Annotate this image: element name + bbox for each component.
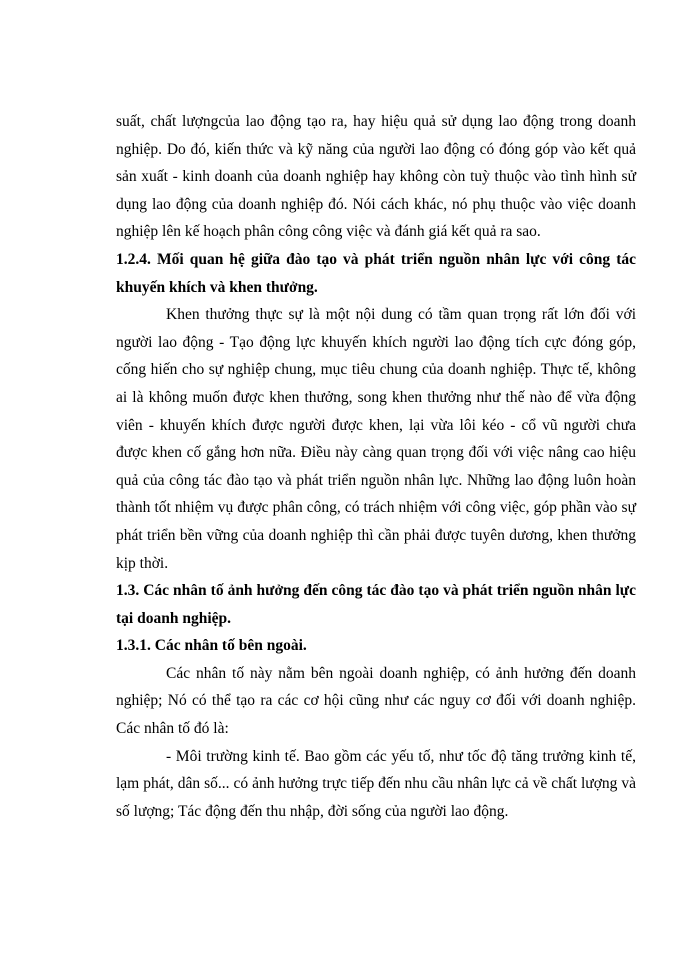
section-heading-1-3: 1.3. Các nhân tố ảnh hưởng đến công tác đào tạo và phát triển nguồn nhân lực tại doanh nghiệp. bbox=[116, 582, 636, 627]
paragraph-moi-truong-kinh-te: - Môi trường kinh tế. Bao gồm các yếu tố, như tốc độ tăng trưởng kinh tế, lạm phát, dân số... có ảnh hưởng trực tiếp đến nhu cầu nhân lực cả về chất lượng và số lượng; Tác động đến thu nhập, đời sống của người lao động. bbox=[116, 747, 636, 820]
paragraph-khen-thuong: Khen thưởng thực sự là một nội dung có tầm quan trọng rất lớn đối với người lao động - Tạo động lực khuyến khích người lao động tích cực đóng góp, cống hiến cho sự nghiệp chung, mục tiêu chung của doanh nghiệp. Thực tế, không ai là không muốn được khen thưởng, song khen thưởng như thế nào để vừa động viên - khuyến khích được người được khen, lại vừa lôi kéo - cổ vũ người chưa được khen cố gắng hơn nữa. Điều này càng quan trọng đối với việc nâng cao hiệu quả của công tác đào tạo và phát triển nguồn nhân lực. Những lao động luôn hoàn thành tốt nhiệm vụ được phân công, có trách nhiệm với công việc, góp phần vào sự phát triển bền vững của doanh nghiệp thì cần phải được tuyên dương, khen thưởng kịp thời. bbox=[116, 306, 636, 572]
section-heading-1-2-4: 1.2.4. Mối quan hệ giữa đào tạo và phát triển nguồn nhân lực với công tác khuyến khích và khen thưởng. bbox=[116, 250, 636, 296]
section-heading-1-3-1: 1.3.1. Các nhân tố bên ngoài. bbox=[116, 637, 307, 655]
document-body bbox=[116, 108, 636, 825]
paragraph-nhan-to-ben-ngoai: Các nhân tố này nằm bên ngoài doanh nghiệp, có ảnh hưởng đến doanh nghiệp; Nó có thể tạo ra các cơ hội cũng như các nguy cơ đối với doanh nghiệp. Các nhân tố đó là: bbox=[116, 664, 636, 738]
paragraph-continuation: suất, chất lượngcủa lao động tạo ra, hay hiệu quả sử dụng lao động trong doanh nghiệp. Do đó, kiến thức và kỹ năng của người lao động có đóng góp vào kết quả sản xuất - kinh doanh của doanh nghiệp hay không còn tuỳ thuộc vào tình hình sử dụng lao động của doanh nghiệp đó. Nói cách khác, nó phụ thuộc vào việc doanh nghiệp lên kế hoạch phân công công việc và đánh giá kết quả ra sao. bbox=[116, 113, 636, 241]
